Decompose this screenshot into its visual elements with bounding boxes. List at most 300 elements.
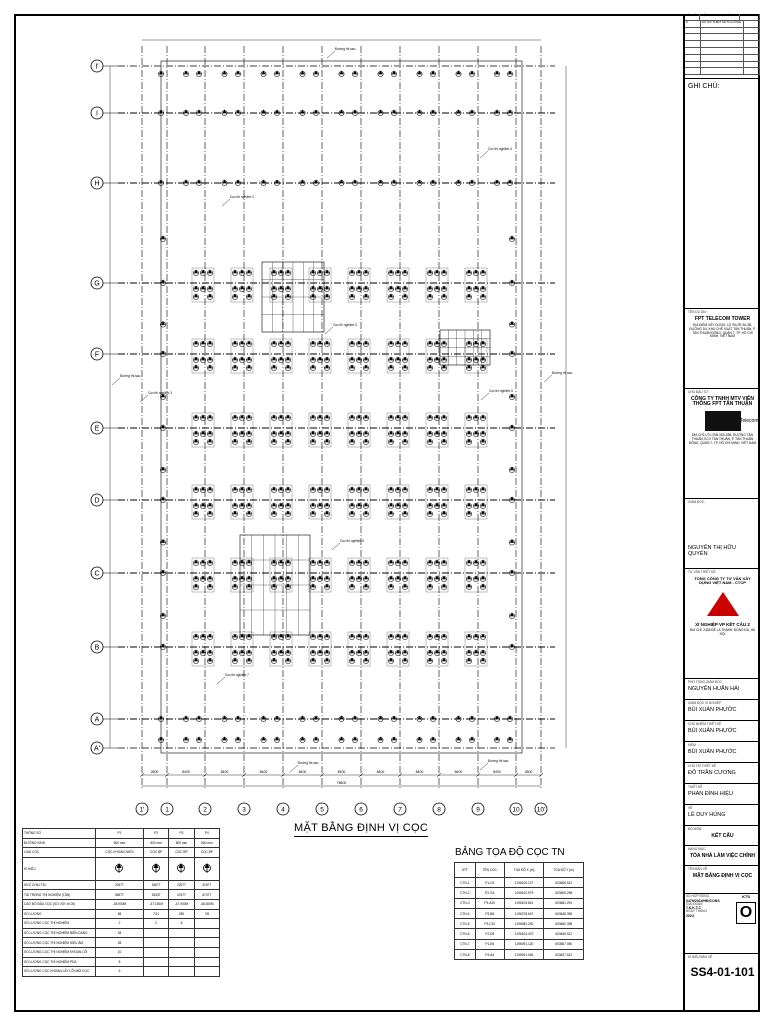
callout-leader	[332, 543, 340, 550]
pile-marker	[233, 657, 237, 661]
pile-marker	[340, 70, 344, 74]
person-block	[685, 784, 760, 805]
pile-marker	[311, 649, 315, 653]
pile-marker	[357, 649, 361, 653]
person-block	[685, 742, 760, 763]
pile-marker	[247, 649, 251, 653]
coord-cell: 1196100.127	[504, 878, 544, 888]
coord-cell: P3-A10	[475, 898, 504, 908]
pile-marker	[467, 285, 471, 289]
callout-text: Cục thi nghiệm 1	[230, 195, 254, 199]
pile-marker	[223, 736, 227, 740]
pile-marker	[311, 583, 315, 587]
pile-marker	[194, 340, 198, 344]
pile-marker	[208, 356, 212, 360]
col-axis-label: 8	[437, 806, 441, 814]
pile-marker	[508, 70, 512, 74]
coord-cell: 1196091.120	[504, 939, 544, 949]
pile-marker	[279, 269, 283, 273]
pile-table-header: P1	[96, 829, 144, 839]
project-block	[685, 309, 760, 389]
pile-marker	[325, 510, 329, 514]
pile-param-value	[194, 857, 219, 880]
drawing-name-block	[685, 866, 760, 894]
row-axis-label: I	[96, 110, 98, 118]
pile-marker	[208, 502, 212, 506]
pile-marker	[223, 179, 227, 183]
pile-marker	[435, 649, 439, 653]
pile-marker	[364, 340, 368, 344]
pile-marker	[435, 502, 439, 506]
pile-marker	[428, 285, 432, 289]
dimension-text: 2800	[524, 770, 533, 774]
pile-marker	[428, 414, 432, 418]
pile-marker	[194, 583, 198, 587]
pile-marker	[467, 510, 471, 514]
pile-marker	[279, 486, 283, 490]
pile-marker	[325, 340, 329, 344]
person-role: CHỦ NHIỆM THIẾT KẾ	[688, 722, 722, 726]
pile-marker	[431, 736, 435, 740]
pile-marker	[403, 486, 407, 490]
pile-param-label: SỐ LƯỢNG CỌC THÍ NGHIỆM KHOAN LÕI	[23, 947, 96, 957]
pile-marker	[353, 736, 357, 740]
pile-marker	[364, 633, 368, 637]
person-role: PHÓ TỔNG GIÁM ĐỐC	[688, 680, 722, 684]
pile-marker	[481, 430, 485, 434]
pile-marker	[357, 285, 361, 289]
pile-marker	[379, 736, 383, 740]
pile-param-value: -48.900M	[96, 899, 144, 909]
pile-marker	[389, 559, 393, 563]
pile-marker	[272, 340, 276, 344]
pile-marker	[364, 293, 368, 297]
consultant-dept: XÍ NGHIỆP VP KẾT CẤU 2	[695, 621, 750, 627]
coord-cell: 603606.512	[544, 878, 584, 888]
callout-text: Cục thi nghiệm 2	[333, 323, 357, 327]
item-block	[685, 846, 760, 866]
pile-marker	[194, 575, 198, 579]
pile-marker	[457, 715, 461, 719]
pile-param-value: 280	[169, 909, 194, 919]
pile-marker	[510, 539, 514, 543]
pile-marker	[403, 510, 407, 514]
pile-marker	[481, 559, 485, 563]
coord-cell: CTN-7	[455, 939, 476, 949]
pile-marker	[208, 559, 212, 563]
pile-param-value: 8	[96, 957, 144, 967]
pile-marker	[279, 356, 283, 360]
pile-marker	[272, 430, 276, 434]
pile-marker	[510, 612, 514, 616]
coord-table-row	[455, 898, 584, 908]
pile-marker	[357, 559, 361, 563]
col-axis-label: 7	[398, 806, 402, 814]
pile-marker	[233, 510, 237, 514]
row-axis-label: A'	[93, 745, 101, 753]
pile-marker	[353, 179, 357, 183]
pile-marker	[314, 736, 318, 740]
pile-marker	[262, 179, 266, 183]
pile-marker	[275, 715, 279, 719]
row-axis-label: A	[94, 716, 100, 724]
pile-marker	[247, 340, 251, 344]
pile-marker	[325, 559, 329, 563]
pile-table-row	[23, 938, 220, 948]
pile-marker	[442, 502, 446, 506]
pile-marker	[314, 179, 318, 183]
person-role: GIÁM ĐỐC XÍ NGHIỆP	[688, 701, 722, 705]
pile-marker	[201, 633, 205, 637]
pile-marker	[236, 736, 240, 740]
pile-marker	[350, 285, 354, 289]
pile-marker	[364, 559, 368, 563]
pile-param-value	[169, 857, 194, 880]
pile-marker	[510, 569, 514, 573]
pile-marker	[357, 356, 361, 360]
pile-marker	[279, 575, 283, 579]
pile-marker	[467, 269, 471, 273]
pile-marker	[389, 575, 393, 579]
pile-marker	[357, 414, 361, 418]
pile-marker	[403, 285, 407, 289]
pile-marker	[272, 649, 276, 653]
rev-col-date: NGÀY THỰC	[740, 14, 760, 20]
pile-param-label: TẢI TRỌNG THÍ NGHIỆM (TẤN)	[23, 890, 96, 900]
pile-marker	[262, 715, 266, 719]
pile-marker	[403, 649, 407, 653]
pile-marker	[240, 285, 244, 289]
callout-leader	[140, 395, 148, 402]
project-location: ĐỊA ĐIỂM XÂY DỰNG: LÔ VN.2R.3A.3B, ĐƯỜNG D4, KHU CHẾ XUẤT TÂN THUẬN, P. TÂN THUẬN ĐÔNG, QUẬN 7, TP. HỒ CHÍ MINH, VIỆT NAM	[689, 323, 756, 339]
pile-marker	[510, 496, 514, 500]
pile-marker	[272, 356, 276, 360]
pile-marker	[364, 575, 368, 579]
pile-marker	[301, 179, 305, 183]
person-name: PHAN ĐÌNH HIỆU	[688, 790, 733, 797]
pile-marker	[508, 715, 512, 719]
pile-param-value	[143, 947, 168, 957]
callout-leader	[480, 151, 488, 158]
pile-marker	[286, 502, 290, 506]
pile-marker	[418, 715, 422, 719]
pile-marker	[431, 70, 435, 74]
pile-marker	[510, 279, 514, 283]
callout-text: Cục thi nghiệm 3	[148, 391, 172, 395]
pile-marker	[364, 510, 368, 514]
pile-marker	[353, 109, 357, 113]
pile-marker	[389, 293, 393, 297]
pile-marker	[233, 583, 237, 587]
pile-marker	[442, 559, 446, 563]
pile-marker	[286, 649, 290, 653]
sheet-number-label: KÍ HIỆU BẢN VẼ	[688, 955, 713, 959]
pile-marker	[275, 109, 279, 113]
pile-marker	[275, 179, 279, 183]
pile-marker	[311, 340, 315, 344]
pile-marker	[197, 70, 201, 74]
rev-col-content: NỘI DUNG SỬA CHỮA	[700, 14, 740, 20]
pile-marker	[325, 502, 329, 506]
pile-param-value: CỌC BP	[143, 848, 168, 858]
pile-marker	[350, 510, 354, 514]
pile-marker	[467, 356, 471, 360]
pile-marker	[236, 109, 240, 113]
pile-marker	[262, 109, 266, 113]
pile-param-value: -48.300M	[194, 899, 219, 909]
pile-marker	[474, 430, 478, 434]
pile-marker	[325, 649, 329, 653]
pile-marker	[470, 109, 474, 113]
pile-marker	[403, 438, 407, 442]
pile-marker	[325, 285, 329, 289]
pile-table-header: P2	[143, 829, 168, 839]
col-axis-label: 6	[359, 806, 363, 814]
pile-marker	[272, 269, 276, 273]
col-axis-label: 1'	[139, 806, 145, 814]
pile-marker	[240, 430, 244, 434]
pile-marker	[233, 438, 237, 442]
pile-marker	[389, 356, 393, 360]
pile-marker	[208, 575, 212, 579]
pile-marker	[286, 356, 290, 360]
pile-marker	[233, 559, 237, 563]
pile-marker	[442, 649, 446, 653]
pile-marker	[428, 575, 432, 579]
pile-marker	[428, 430, 432, 434]
person-name: LÊ DUY HÙNG	[688, 811, 726, 818]
pile-marker	[286, 293, 290, 297]
date: 2024	[686, 914, 694, 919]
pile-marker	[474, 340, 478, 344]
pile-marker	[201, 269, 205, 273]
pile-marker	[201, 414, 205, 418]
pile-param-value	[96, 857, 144, 880]
pile-marker	[403, 414, 407, 418]
pile-marker	[233, 486, 237, 490]
pile-marker	[442, 657, 446, 661]
pile-marker	[197, 179, 201, 183]
row-axis-label: H	[94, 180, 100, 188]
pile-param-label: CAO ĐỘ ĐẦU CỌC (SO VỚI ±0.00)	[23, 899, 96, 909]
pile-param-label: SỨC CHỊU TẢI	[23, 880, 96, 890]
pile-marker	[389, 269, 393, 273]
pile-marker	[247, 293, 251, 297]
pile-param-value	[194, 957, 219, 967]
pile-marker	[286, 269, 290, 273]
pile-param-value: 28	[96, 928, 144, 938]
pile-marker	[510, 350, 514, 354]
pile-marker	[510, 643, 514, 647]
pile-marker	[396, 414, 400, 418]
pile-marker	[389, 340, 393, 344]
pile-marker	[286, 510, 290, 514]
pile-marker	[311, 293, 315, 297]
pile-marker	[208, 293, 212, 297]
pile-param-value: CỌC BP	[194, 848, 219, 858]
pile-marker	[197, 715, 201, 719]
pile-marker	[314, 70, 318, 74]
pile-marker	[247, 356, 251, 360]
pile-marker	[442, 340, 446, 344]
pile-marker	[279, 414, 283, 418]
pile-marker	[311, 559, 315, 563]
pile-marker	[318, 430, 322, 434]
coord-cell: 1196104.470	[504, 929, 544, 939]
pile-marker	[161, 569, 165, 573]
pile-param-label: SỐ LƯỢNG CỌC THÍ NGHIỆM BIẾN DẠNG	[23, 928, 96, 938]
pile-marker	[350, 293, 354, 297]
revision-table	[685, 14, 760, 79]
person-block	[685, 700, 760, 721]
rev-content: HỒ SƠ THIẾT KẾ THI CÔNG	[701, 21, 744, 27]
coord-table-title: BẢNG TỌA ĐỘ CỌC TN	[455, 847, 565, 858]
pile-marker	[275, 70, 279, 74]
pile-marker	[325, 633, 329, 637]
pile-marker	[272, 657, 276, 661]
pile-marker	[428, 269, 432, 273]
pile-marker	[301, 715, 305, 719]
pile-marker	[495, 109, 499, 113]
pile-marker	[510, 321, 514, 325]
pile-marker	[350, 430, 354, 434]
owner-logo-text: Telecom	[739, 418, 759, 425]
pile-marker	[325, 583, 329, 587]
pile-param-value: 3334T	[143, 890, 168, 900]
pile-table-header: P4	[194, 829, 219, 839]
scale: KTS	[742, 894, 750, 899]
person-block	[685, 763, 760, 784]
pile-marker	[357, 633, 361, 637]
pile-marker	[311, 633, 315, 637]
pile-param-value	[194, 928, 219, 938]
pile-marker	[208, 430, 212, 434]
pile-marker	[510, 466, 514, 470]
pile-marker	[467, 575, 471, 579]
pile-marker	[318, 502, 322, 506]
pile-marker	[286, 657, 290, 661]
pile-marker	[495, 715, 499, 719]
pile-marker	[470, 715, 474, 719]
pile-marker	[495, 736, 499, 740]
pile-marker	[442, 269, 446, 273]
owner-logo	[705, 411, 759, 431]
pile-marker	[442, 356, 446, 360]
pile-marker	[161, 235, 165, 239]
pile-marker	[247, 430, 251, 434]
dimension-text: 8400	[298, 770, 307, 774]
dimension-overall-text: 78600	[336, 781, 347, 785]
pile-marker	[442, 510, 446, 514]
callout-text: Đường thi sau	[552, 371, 573, 375]
pile-marker	[272, 583, 276, 587]
pile-param-value	[143, 857, 168, 880]
pile-marker	[340, 109, 344, 113]
pile-marker	[301, 109, 305, 113]
pile-param-value: CỌC KHOAN NHỒI	[96, 848, 144, 858]
stage-label: GIAI ĐOẠN	[686, 901, 703, 906]
pile-marker	[340, 179, 344, 183]
pile-marker	[311, 575, 315, 579]
pile-marker	[194, 293, 198, 297]
pile-marker	[311, 438, 315, 442]
pile-marker	[508, 109, 512, 113]
pile-marker	[364, 269, 368, 273]
pile-marker	[467, 438, 471, 442]
pile-marker	[233, 502, 237, 506]
pile-marker	[389, 657, 393, 661]
person-name: BÙI XUÂN PHƯỚC	[688, 706, 737, 713]
discipline-block	[685, 826, 760, 846]
pile-marker	[223, 109, 227, 113]
callout-leader	[544, 375, 552, 382]
pile-marker	[431, 179, 435, 183]
pile-marker	[233, 649, 237, 653]
pile-param-value: -47.900M	[169, 899, 194, 909]
pile-marker	[379, 179, 383, 183]
pile-marker	[350, 269, 354, 273]
pile-marker	[159, 179, 163, 183]
pile-marker	[467, 340, 471, 344]
pile-marker	[325, 414, 329, 418]
pile-marker	[247, 502, 251, 506]
pile-marker	[208, 364, 212, 368]
pile-marker	[474, 502, 478, 506]
pile-marker	[279, 502, 283, 506]
pile-marker	[389, 285, 393, 289]
callout-leader	[217, 677, 225, 684]
pile-table-row	[23, 967, 220, 977]
pile-marker	[481, 649, 485, 653]
pile-marker	[233, 269, 237, 273]
pile-marker	[318, 486, 322, 490]
pile-marker	[208, 583, 212, 587]
pile-marker	[364, 356, 368, 360]
dimension-text: 8400	[337, 770, 346, 774]
coord-cell: P2-G4	[475, 888, 504, 898]
pile-marker	[442, 285, 446, 289]
coord-cell: P4-A4	[475, 950, 504, 960]
row-axis-label: E	[94, 425, 100, 433]
pile-marker	[350, 414, 354, 418]
pile-marker	[194, 364, 198, 368]
pile-marker	[240, 340, 244, 344]
pile-marker	[418, 109, 422, 113]
dimension-text: 8400	[493, 770, 501, 774]
pile-marker	[474, 269, 478, 273]
notes-box	[685, 79, 760, 309]
pile-marker	[481, 510, 485, 514]
coord-table-row	[455, 908, 584, 918]
pile-marker	[364, 364, 368, 368]
pile-marker	[279, 285, 283, 289]
pile-marker	[318, 559, 322, 563]
pile-marker	[233, 340, 237, 344]
pile-marker	[389, 364, 393, 368]
pile-marker	[161, 539, 165, 543]
pile-marker	[396, 575, 400, 579]
pile-marker	[481, 414, 485, 418]
sheet-number-block	[685, 954, 760, 994]
pile-marker	[240, 502, 244, 506]
pile-marker	[457, 736, 461, 740]
coord-table	[454, 862, 584, 960]
pile-marker	[311, 285, 315, 289]
pile-marker	[508, 736, 512, 740]
pile-marker	[435, 559, 439, 563]
pile-marker	[403, 293, 407, 297]
pile-param-value: 6	[96, 967, 144, 977]
